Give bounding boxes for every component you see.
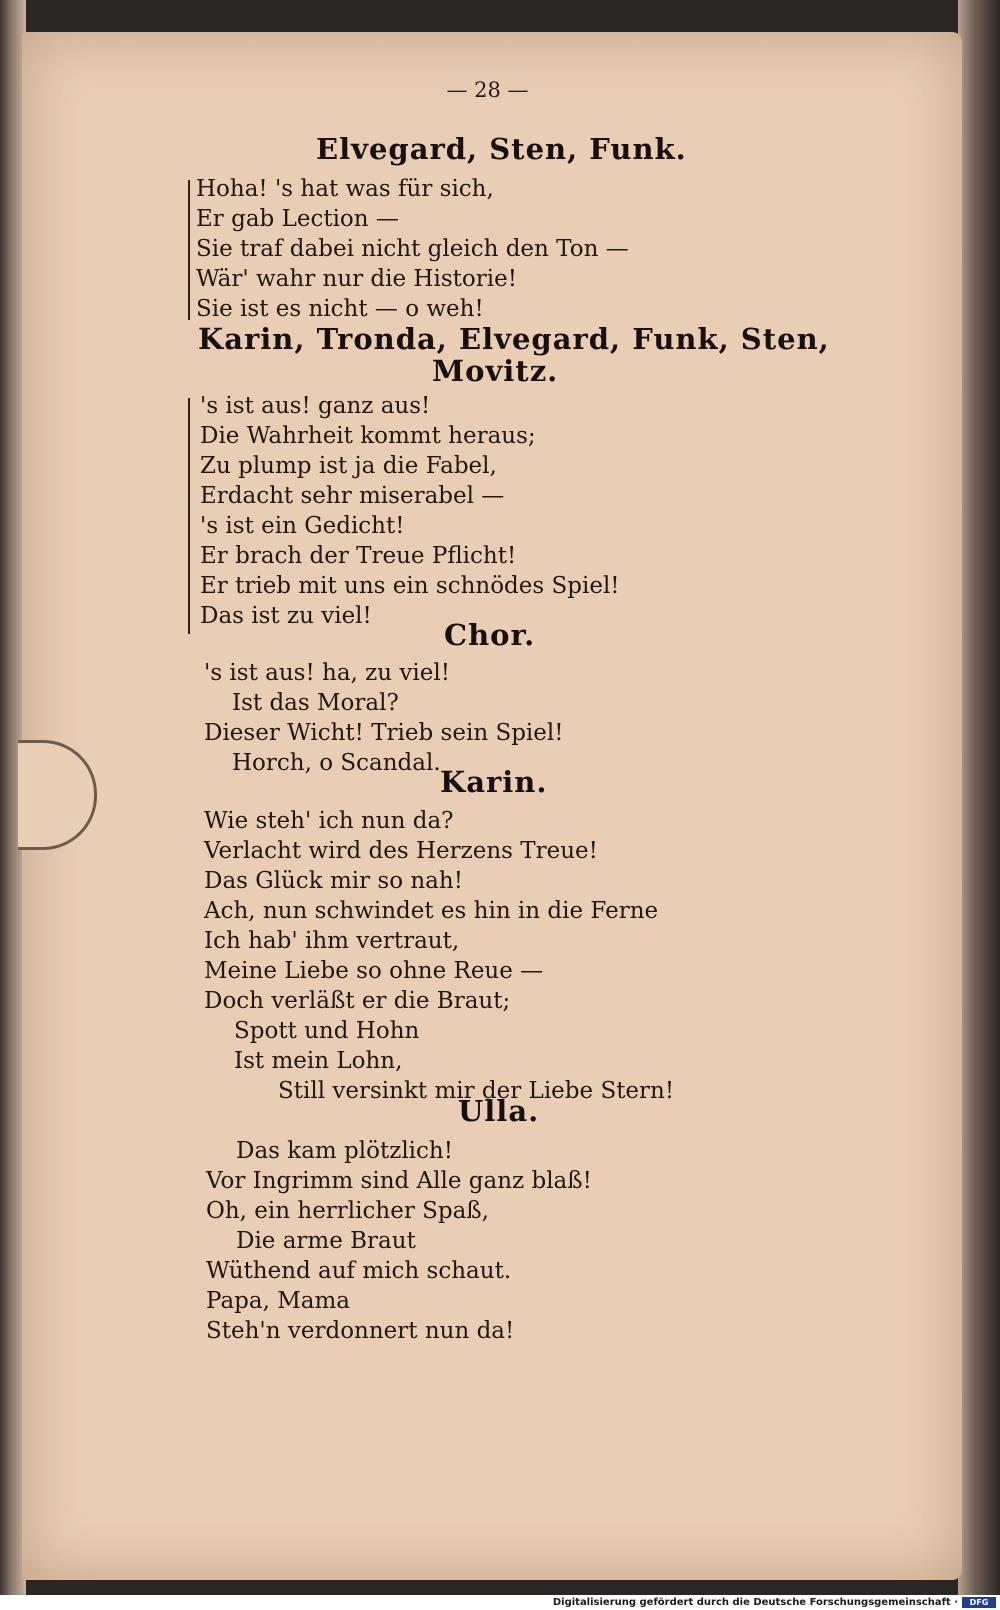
book-spine-right <box>958 0 1000 1595</box>
verse-line: 's ist aus! ha, zu viel! <box>204 660 450 686</box>
speaker-heading: Elvegard, Sten, Funk. <box>316 132 687 166</box>
page-clip <box>18 740 97 850</box>
verse-line: Die arme Braut <box>236 1228 416 1254</box>
verse-line: Meine Liebe so ohne Reue — <box>204 958 544 984</box>
verse-line: Sie traf dabei nicht gleich den Ton — <box>196 236 629 262</box>
verse-line: Er trieb mit uns ein schnödes Spiel! <box>200 573 620 599</box>
verse-line: 's ist ein Gedicht! <box>200 513 405 539</box>
speaker-heading: Chor. <box>444 618 536 652</box>
verse-line: Das ist zu viel! <box>200 603 372 629</box>
verse-line: Steh'n verdonnert nun da! <box>206 1318 515 1344</box>
verse-line: Die Wahrheit kommt heraus; <box>200 423 536 449</box>
verse-line: Sie ist es nicht — o weh! <box>196 296 484 322</box>
verse-line: Er brach der Treue Pflicht! <box>200 543 517 569</box>
speaker-heading-continued: Movitz. <box>432 354 559 388</box>
verse-line: Erdacht sehr miserabel — <box>200 483 505 509</box>
speaker-heading: Karin, Tronda, Elvegard, Funk, Sten, <box>198 322 830 356</box>
verse-line: Wie steh' ich nun da? <box>204 808 454 834</box>
verse-line: Papa, Mama <box>206 1288 350 1314</box>
verse-line: Dieser Wicht! Trieb sein Spiel! <box>204 720 564 746</box>
verse-line: Spott und Hohn <box>234 1018 420 1044</box>
verse-line: Das Glück mir so nah! <box>204 868 463 894</box>
verse-line: Wüthend auf mich schaut. <box>206 1258 512 1284</box>
verse-line: Horch, o Scandal. <box>232 750 441 776</box>
verse-line: Ist das Moral? <box>232 690 399 716</box>
verse-line: Ich hab' ihm vertraut, <box>204 928 460 954</box>
verse-line: Das kam plötzlich! <box>236 1138 453 1164</box>
speaker-heading: Ulla. <box>458 1094 540 1128</box>
verse-line: Verlacht wird des Herzens Treue! <box>204 838 598 864</box>
digitization-footer <box>0 1595 1000 1610</box>
dfg-logo: DFG <box>962 1597 996 1608</box>
verse-line: Er gab Lection — <box>196 206 399 232</box>
brace-bracket <box>188 180 190 320</box>
speaker-heading: Karin. <box>440 765 548 799</box>
book-page <box>22 32 962 1580</box>
verse-line: Ach, nun schwindet es hin in die Ferne <box>204 898 659 924</box>
verse-line: Oh, ein herrlicher Spaß, <box>206 1198 489 1224</box>
verse-line: Hoha! 's hat was für sich, <box>196 176 494 202</box>
page-number: — 28 — <box>446 78 529 102</box>
verse-line: Wär' wahr nur die Historie! <box>196 266 517 292</box>
verse-line: Ist mein Lohn, <box>234 1048 403 1074</box>
verse-line: Still versinkt mir der Liebe Stern! <box>278 1078 675 1104</box>
verse-line: 's ist aus! ganz aus! <box>200 393 431 419</box>
brace-bracket <box>188 398 190 634</box>
verse-line: Doch verläßt er die Braut; <box>204 988 511 1014</box>
verse-line: Zu plump ist ja die Fabel, <box>200 453 497 479</box>
verse-line: Vor Ingrimm sind Alle ganz blaß! <box>206 1168 592 1194</box>
footer-credit: Digitalisierung gefördert durch die Deutsche Forschungsgemeinschaft · <box>552 1597 958 1608</box>
